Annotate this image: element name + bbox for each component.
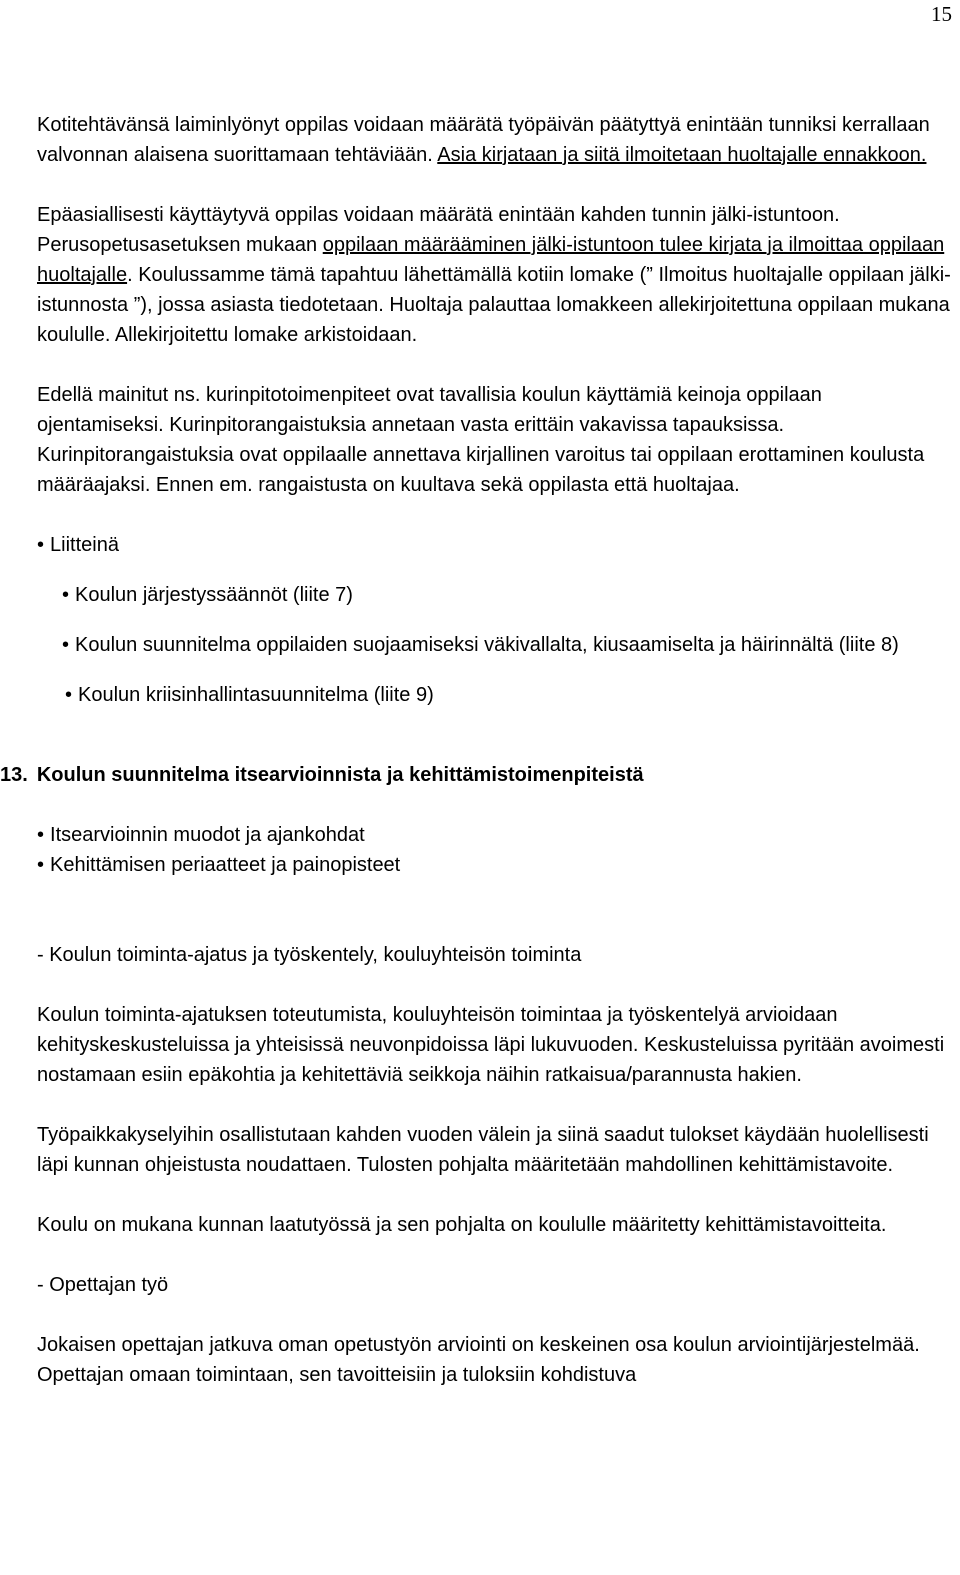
attachment-item — [37, 630, 952, 660]
section-bullet — [37, 850, 952, 880]
attachment-item-text: Koulun suunnitelma oppilaiden suojaamiseksi väkivallalta, kiusaamiselta ja häirinnältä (liite 8) — [75, 634, 899, 656]
section-heading — [0, 760, 952, 790]
attachments-title — [37, 530, 952, 560]
subsection-title: - Opettajan työ — [37, 1274, 169, 1296]
paragraph-evaluation: Koulun toiminta-ajatuksen toteutumista, kouluyhteisön toimintaa ja työskentelyä arvioidaan kehityskeskusteluissa ja yhteisissä neuvonpidoissa läpi lukuvuoden. Keskusteluissa pyritään avoimesti nostamaan esiin epäkohtia ja kehitettäviä seikkoja näihin ratkaisua/parannusta hakien. — [37, 1004, 945, 1086]
underlined-text: oppilaan määrääminen jälki-istuntoon tulee kirjata ja ilmoittaa oppilaan huoltajalle — [37, 234, 945, 286]
document-body — [0, 110, 952, 1390]
page-number: 15 — [931, 2, 952, 26]
paragraph-survey: Työpaikkakyselyihin osallistutaan kahden vuoden välein ja siinä saadut tulokset käydään huolellisesti läpi kunnan ohjeistusta noudattaen. Tulosten pohjalta määritetään mahdollinen kehittämistavoite. — [37, 1124, 929, 1176]
attachment-item-text: Koulun kriisinhallintasuunnitelma (liite 9) — [78, 684, 434, 706]
attachment-item — [37, 680, 952, 710]
paragraph-quality: Koulu on mukana kunnan laatutyössä ja sen pohjalta on koululle määritetty kehittämistavoitteita. — [37, 1214, 887, 1236]
section-bullet-text: Kehittämisen periaatteet ja painopisteet — [50, 854, 401, 876]
paragraph-text: . Koulussamme tämä tapahtuu lähettämällä kotiin lomake (” Ilmoitus huoltajalle oppilaan jälki-istunnosta ”), jossa asiasta tiedotetaan. Huoltaja palauttaa lomakkeen allekirjoitettuna oppilaan mukana koululle. Allekirjoitettu lomake arkistoidaan. — [37, 264, 951, 346]
attachments-title-text: Liitteinä — [50, 534, 119, 556]
paragraph-disciplinary: Edellä mainitut ns. kurinpitotoimenpiteet ovat tavallisia koulun käyttämiä keinoja oppilaan ojentamiseksi. Kurinpitorangaistuksia annetaan vasta erittäin vakavissa tapauksissa. Kurinpitorangaistuksia ovat oppilaalle annettava kirjallinen varoitus tai oppilaan erottaminen koulusta määräajaksi. Ennen em. rangaistusta on kuultava sekä oppilasta että huoltajaa. — [37, 384, 925, 496]
subsection-title: - Koulun toiminta-ajatus ja työskentely, kouluyhteisön toiminta — [37, 944, 582, 966]
section-bullet-text: Itsearvioinnin muodot ja ajankohdat — [50, 824, 365, 846]
paragraph-teacher-work: Jokaisen opettajan jatkuva oman opetustyön arviointi on keskeinen osa koulun arviointijärjestelmää. Opettajan omaan toimintaan, sen tavoitteisiin ja tuloksiin kohdistuva — [37, 1334, 920, 1386]
attachment-item — [37, 580, 952, 610]
section-bullet — [37, 820, 952, 850]
underlined-text: Asia kirjataan ja siitä ilmoitetaan huoltajalle ennakkoon. — [437, 144, 927, 166]
paragraph-homework — [37, 110, 952, 170]
attachment-item-text: Koulun järjestyssäännöt (liite 7) — [75, 584, 353, 606]
section-title: Koulun suunnitelma itsearvioinnista ja kehittämistoimenpiteistä — [36, 764, 644, 786]
section-number: 13. — [0, 764, 28, 786]
paragraph-detention — [37, 200, 952, 350]
paragraph-text: Kotitehtävänsä laiminlyönyt oppilas voidaan määrätä työpäivän päätyttyä enintään tunniksi kerrallaan valvonnan alaisena suorittamaan tehtäviään. — [37, 114, 930, 166]
paragraph-text: Epäasiallisesti käyttäytyvä oppilas voidaan määrätä enintään kahden tunnin jälki-istuntoon. Perusopetusasetuksen mukaan — [37, 204, 840, 256]
